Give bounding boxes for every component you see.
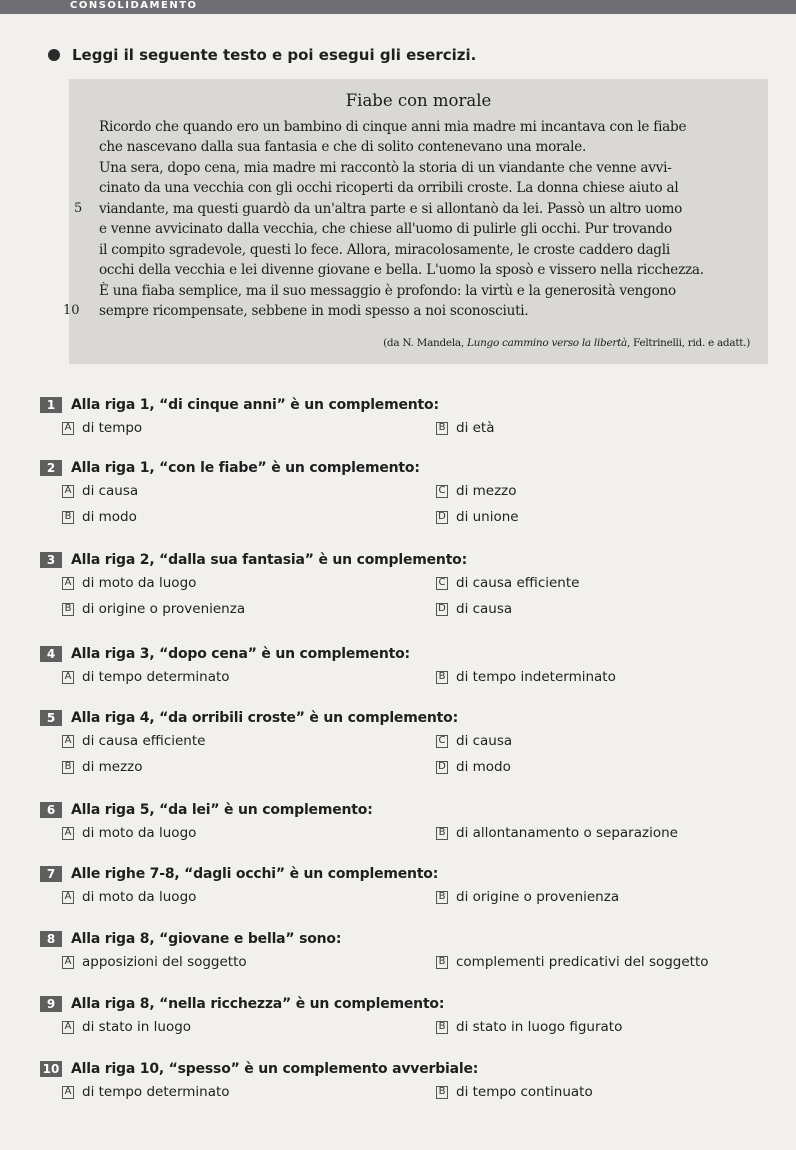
option-letter: A [62, 956, 74, 969]
option-b[interactable] [436, 954, 709, 970]
question-number: 8 [40, 931, 62, 947]
question-number: 1 [40, 397, 62, 413]
option-a[interactable] [62, 1019, 191, 1035]
option-letter: D [436, 761, 448, 774]
option-c[interactable] [436, 483, 517, 499]
text-line: e venne avvicinato dalla vecchia, che chiese all'uomo di pulirle gli occhi. Pur trovando [99, 221, 672, 237]
option-letter: D [436, 603, 448, 616]
source-suffix: , Feltrinelli, rid. e adatt.) [626, 337, 750, 349]
question-8 [38, 928, 778, 976]
question-1 [38, 394, 778, 442]
question-text: Alla riga 2, “dalla sua fantasia” è un complemento: [71, 552, 467, 568]
option-label: di causa efficiente [82, 733, 206, 749]
option-letter: C [436, 577, 448, 590]
text-line: sempre ricompensate, sebbene in modi spesso a noi sconosciuti. [99, 303, 529, 319]
question-4 [38, 643, 778, 691]
question-number: 5 [40, 710, 62, 726]
option-letter: B [62, 511, 74, 524]
option-label: apposizioni del soggetto [82, 954, 247, 970]
text-line: cinato da una vecchia con gli occhi ricoperti da orribili croste. La donna chiese aiuto al [99, 180, 679, 196]
option-label: di età [456, 420, 495, 436]
question-text: Alla riga 1, “di cinque anni” è un complemento: [71, 397, 439, 413]
option-label: di stato in luogo figurato [456, 1019, 623, 1035]
section-header-bar [0, 0, 796, 14]
option-d[interactable] [436, 601, 512, 617]
option-b[interactable] [62, 601, 245, 617]
source-title: Lungo cammino verso la libertà [466, 337, 627, 349]
question-number: 4 [40, 646, 62, 662]
option-b[interactable] [436, 825, 678, 841]
option-label: complementi predicativi del soggetto [456, 954, 709, 970]
instruction-text: Leggi il seguente testo e poi esegui gli esercizi. [72, 46, 477, 64]
section-header-label: CONSOLIDAMENTO [70, 0, 198, 11]
option-letter: A [62, 577, 74, 590]
option-letter: A [62, 422, 74, 435]
question-text: Alla riga 5, “da lei” è un complemento: [71, 802, 373, 818]
option-b[interactable] [62, 509, 137, 525]
option-label: di moto da luogo [82, 825, 197, 841]
option-c[interactable] [436, 733, 512, 749]
question-text: Alla riga 3, “dopo cena” è un complemento: [71, 646, 410, 662]
question-number: 10 [40, 1061, 62, 1077]
line-number: 5 [74, 201, 83, 216]
option-label: di tempo continuato [456, 1084, 593, 1100]
option-letter: A [62, 1021, 74, 1034]
question-number: 6 [40, 802, 62, 818]
text-line: viandante, ma questi guardò da un'altra parte e si allontanò da lei. Passò un altro uomo [99, 201, 683, 217]
option-letter: A [62, 1086, 74, 1099]
option-letter: A [62, 735, 74, 748]
option-a[interactable] [62, 889, 196, 905]
question-10 [38, 1058, 778, 1106]
question-number: 3 [40, 552, 62, 568]
option-label: di causa [456, 601, 513, 617]
option-b[interactable] [436, 1084, 593, 1100]
option-label: di allontanamento o separazione [456, 825, 678, 841]
option-label: di causa [82, 483, 139, 499]
option-letter: B [436, 671, 448, 684]
text-line: il compito sgradevole, questi lo fece. Allora, miracolosamente, le croste caddero dagli [99, 242, 670, 258]
option-letter: B [436, 422, 448, 435]
question-5 [38, 707, 778, 781]
text-line: che nascevano dalla sua fantasia e che di solito contenevano una morale. [99, 139, 587, 155]
option-a[interactable] [62, 954, 247, 970]
option-letter: B [436, 956, 448, 969]
option-a[interactable] [62, 483, 138, 499]
option-a[interactable] [62, 575, 196, 591]
question-text: Alle righe 7-8, “dagli occhi” è un complemento: [71, 866, 439, 882]
source-citation [383, 337, 750, 349]
question-3 [38, 549, 778, 623]
source-prefix: (da N. Mandela, [383, 337, 467, 349]
option-letter: B [436, 891, 448, 904]
option-label: di tempo determinato [82, 1084, 230, 1100]
text-line: È una fiaba semplice, ma il suo messaggio è profondo: la virtù e la generosità vengono [99, 283, 676, 299]
option-label: di tempo indeterminato [456, 669, 616, 685]
text-line: Ricordo che quando ero un bambino di cinque anni mia madre mi incantava con le fiabe [99, 119, 687, 135]
option-b[interactable] [436, 420, 494, 436]
option-label: di mezzo [82, 759, 143, 775]
option-letter: A [62, 827, 74, 840]
option-b[interactable] [436, 889, 619, 905]
option-a[interactable] [62, 669, 230, 685]
option-letter: C [436, 485, 448, 498]
question-6 [38, 799, 778, 847]
option-a[interactable] [62, 825, 196, 841]
instruction [48, 46, 476, 64]
option-letter: B [62, 603, 74, 616]
option-c[interactable] [436, 575, 579, 591]
question-text: Alla riga 4, “da orribili croste” è un complemento: [71, 710, 458, 726]
option-label: di tempo determinato [82, 669, 230, 685]
question-text: Alla riga 10, “spesso” è un complemento avverbiale: [71, 1061, 479, 1077]
text-title: Fiabe con morale [345, 91, 492, 110]
option-label: di origine o provenienza [82, 601, 246, 617]
option-d[interactable] [436, 759, 511, 775]
option-label: di causa [456, 733, 513, 749]
text-line: Una sera, dopo cena, mia madre mi raccontò la storia di un viandante che venne avvi- [99, 160, 672, 176]
question-text: Alla riga 8, “nella ricchezza” è un complemento: [71, 996, 445, 1012]
question-number: 9 [40, 996, 62, 1012]
question-text: Alla riga 8, “giovane e bella” sono: [71, 931, 342, 947]
option-letter: C [436, 735, 448, 748]
option-label: di modo [456, 759, 511, 775]
option-letter: B [436, 1086, 448, 1099]
option-label: di causa efficiente [456, 575, 580, 591]
option-label: di tempo [82, 420, 143, 436]
question-2 [38, 457, 778, 531]
option-label: di mezzo [456, 483, 517, 499]
option-letter: A [62, 485, 74, 498]
option-label: di modo [82, 509, 137, 525]
option-letter: B [436, 1021, 448, 1034]
option-label: di stato in luogo [82, 1019, 192, 1035]
option-label: di moto da luogo [82, 889, 197, 905]
question-text: Alla riga 1, “con le fiabe” è un complemento: [71, 460, 420, 476]
question-number: 2 [40, 460, 62, 476]
option-d[interactable] [436, 509, 519, 525]
option-letter: A [62, 891, 74, 904]
option-label: di unione [456, 509, 519, 525]
text-line: occhi della vecchia e lei divenne giovane e bella. L'uomo la sposò e vissero nella ricchezza. [99, 262, 704, 278]
question-number: 7 [40, 866, 62, 882]
option-b[interactable] [62, 759, 143, 775]
option-b[interactable] [436, 1019, 622, 1035]
question-9 [38, 993, 778, 1041]
option-a[interactable] [62, 733, 205, 749]
option-b[interactable] [436, 669, 616, 685]
option-letter: A [62, 671, 74, 684]
reading-text-box [63, 79, 768, 364]
option-letter: B [62, 761, 74, 774]
question-7 [38, 863, 778, 911]
option-a[interactable] [62, 1084, 230, 1100]
option-letter: B [436, 827, 448, 840]
line-number: 10 [63, 303, 80, 318]
option-letter: D [436, 511, 448, 524]
option-a[interactable] [62, 420, 142, 436]
bullet-icon [48, 49, 60, 61]
option-label: di origine o provenienza [456, 889, 620, 905]
option-label: di moto da luogo [82, 575, 197, 591]
